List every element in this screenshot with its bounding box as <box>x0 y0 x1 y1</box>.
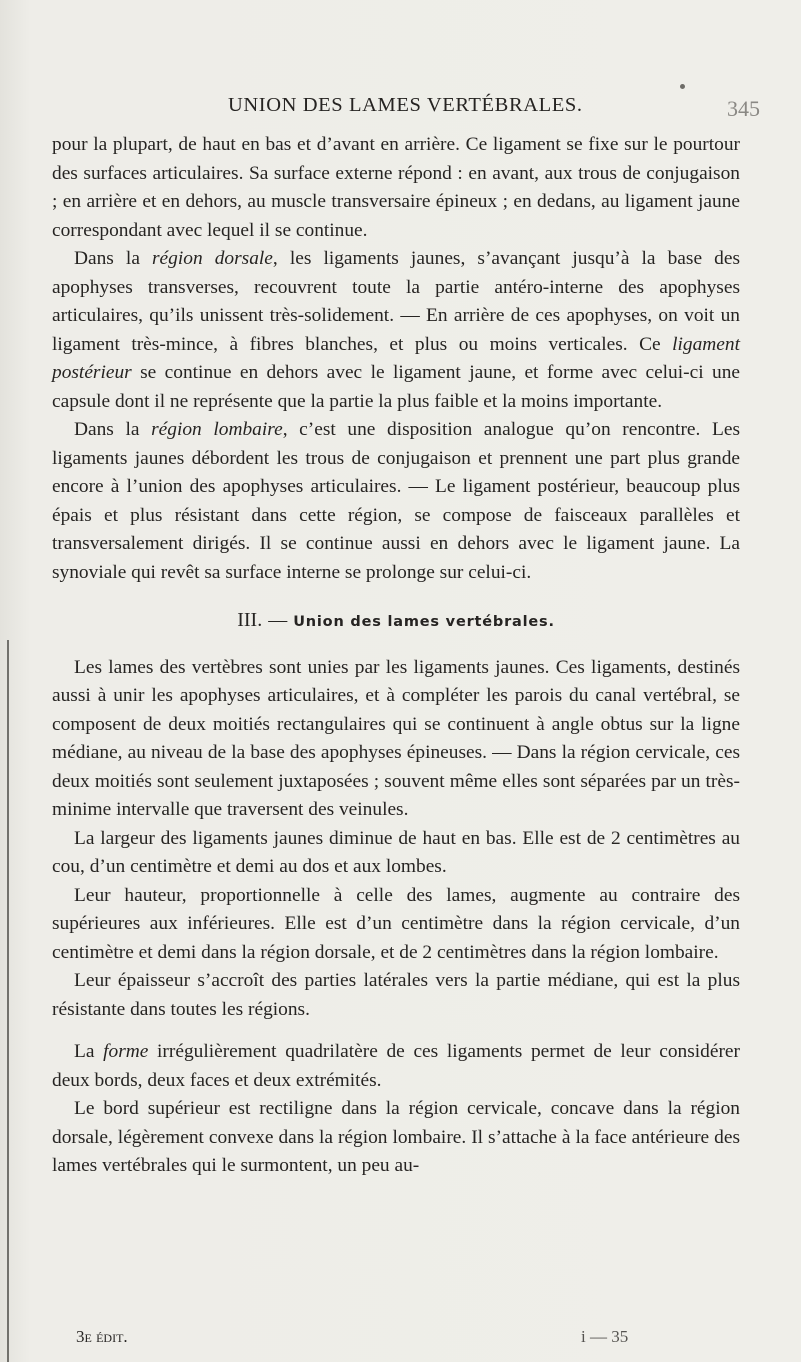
page-binding-edge <box>0 640 9 1362</box>
text-run: , c’est une disposition analogue qu’on rencontre. Les ligaments jaunes débordent les trous de conjugaison et prennent une part plus grande encore à l’union des apophyses articulaires. — Le ligament postérieur, beaucoup plus épais et plus résistant dans cette région, se compose de faisceaux parallèles et transversalement dirigés. Il se continue aussi en dehors avec le ligament jaune. La synoviale qui revêt sa surface interne se prolonge sur celui-ci. <box>52 419 740 583</box>
paragraph-dorsal-region <box>52 245 740 416</box>
edition-note: 3e édit. <box>76 1327 128 1346</box>
italic-term-region-dorsale: région dorsale <box>152 248 273 269</box>
body-text <box>52 131 740 1181</box>
signature-mark: i — 35 <box>581 1327 629 1346</box>
text-run: Dans la <box>74 419 152 440</box>
section-number: III. <box>237 609 263 631</box>
section-title: Union des lames vertébrales. <box>293 614 555 630</box>
ink-speck <box>680 84 685 89</box>
paragraph-6: Leur hauteur, proportionnelle à celle des lames, augmente au contraire des supérieures aux inférieures. Elle est d’un centimètre dans la région cervicale, d’un centimètre et demi dans la région dorsale, et de 2 centimètres dans la région lombaire. <box>52 884 740 963</box>
paragraph-1: pour la plupart, de haut en bas et d’avant en arrière. Ce ligament se fixe sur le pourtour des surfaces articulaires. Sa surface externe répond : en avant, aux trous de conjugaison ; en arrière et en dehors, au muscle transversaire épineux ; en dedans, au ligament jaune correspondant avec lequel il se continue. <box>52 134 740 241</box>
running-head-title: UNION DES LAMES VERTÉBRALES. <box>228 94 583 116</box>
paragraph-4: Les lames des vertèbres sont unies par les ligaments jaunes. Ces ligaments, destinés aussi à unir les apophyses articulaires, et à compléter les parois du canal vertébral, se composent de deux moitiés rectangulaires qui se continuent à angle obtus sur la ligne médiane, au niveau de la base des apophyses épineuses. — Dans la région cervicale, ces deux moitiés sont seulement juxtaposées ; souvent même elles sont séparées par un très-minime intervalle que traversent des veinules. <box>52 656 740 820</box>
text-run: , les ligaments jaunes, s’avançant jusqu’à la base des apophyses transverses, recouvrent toute la partie antéro-interne des apophyses articulaires, qu’ils unissent très-solidement. — En arrière de ces apophyses, on voit un ligament très-mince, à fibres blanches, et plus ou moins verticales. Ce <box>52 248 740 355</box>
running-head <box>0 94 801 124</box>
paragraph-lumbar-region <box>52 416 740 587</box>
paragraph-7: Leur épaisseur s’accroît des parties latérales vers la partie médiane, qui est la plus résistante dans toutes les régions. <box>52 970 740 1020</box>
section-heading <box>52 606 740 637</box>
italic-term-region-lombaire: région lombaire <box>151 419 283 440</box>
paragraph-9: Le bord supérieur est rectiligne dans la région cervicale, concave dans la région dorsale, légèrement convexe dans la région lombaire. Il s’attache à la face antérieure des lames vertébrales qui le surmontent, un peu au- <box>52 1098 740 1176</box>
text-run: irrégulièrement quadrilatère de ces ligaments permet de leur considérer deux bords, deux faces et deux extrémités. <box>52 1041 740 1091</box>
italic-term-ligament-posterieur: ligament postérieur <box>52 333 740 383</box>
italic-term-forme: forme <box>103 1041 149 1062</box>
text-run: Dans la <box>74 248 153 269</box>
paragraph-8 <box>52 1038 740 1095</box>
section-dash: — <box>268 610 288 631</box>
page-number: 345 <box>727 96 760 121</box>
text-run: se continue en dehors avec le ligament jaune, et forme avec celui-ci une capsule dont il ne représente que la partie la plus faible et la moins importante. <box>52 362 740 412</box>
text-run: La <box>74 1041 104 1062</box>
paragraph-5: La largeur des ligaments jaunes diminue de haut en bas. Elle est de 2 centimètres au cou, d’un centimètre et demi au dos et aux lombes. <box>52 827 740 877</box>
